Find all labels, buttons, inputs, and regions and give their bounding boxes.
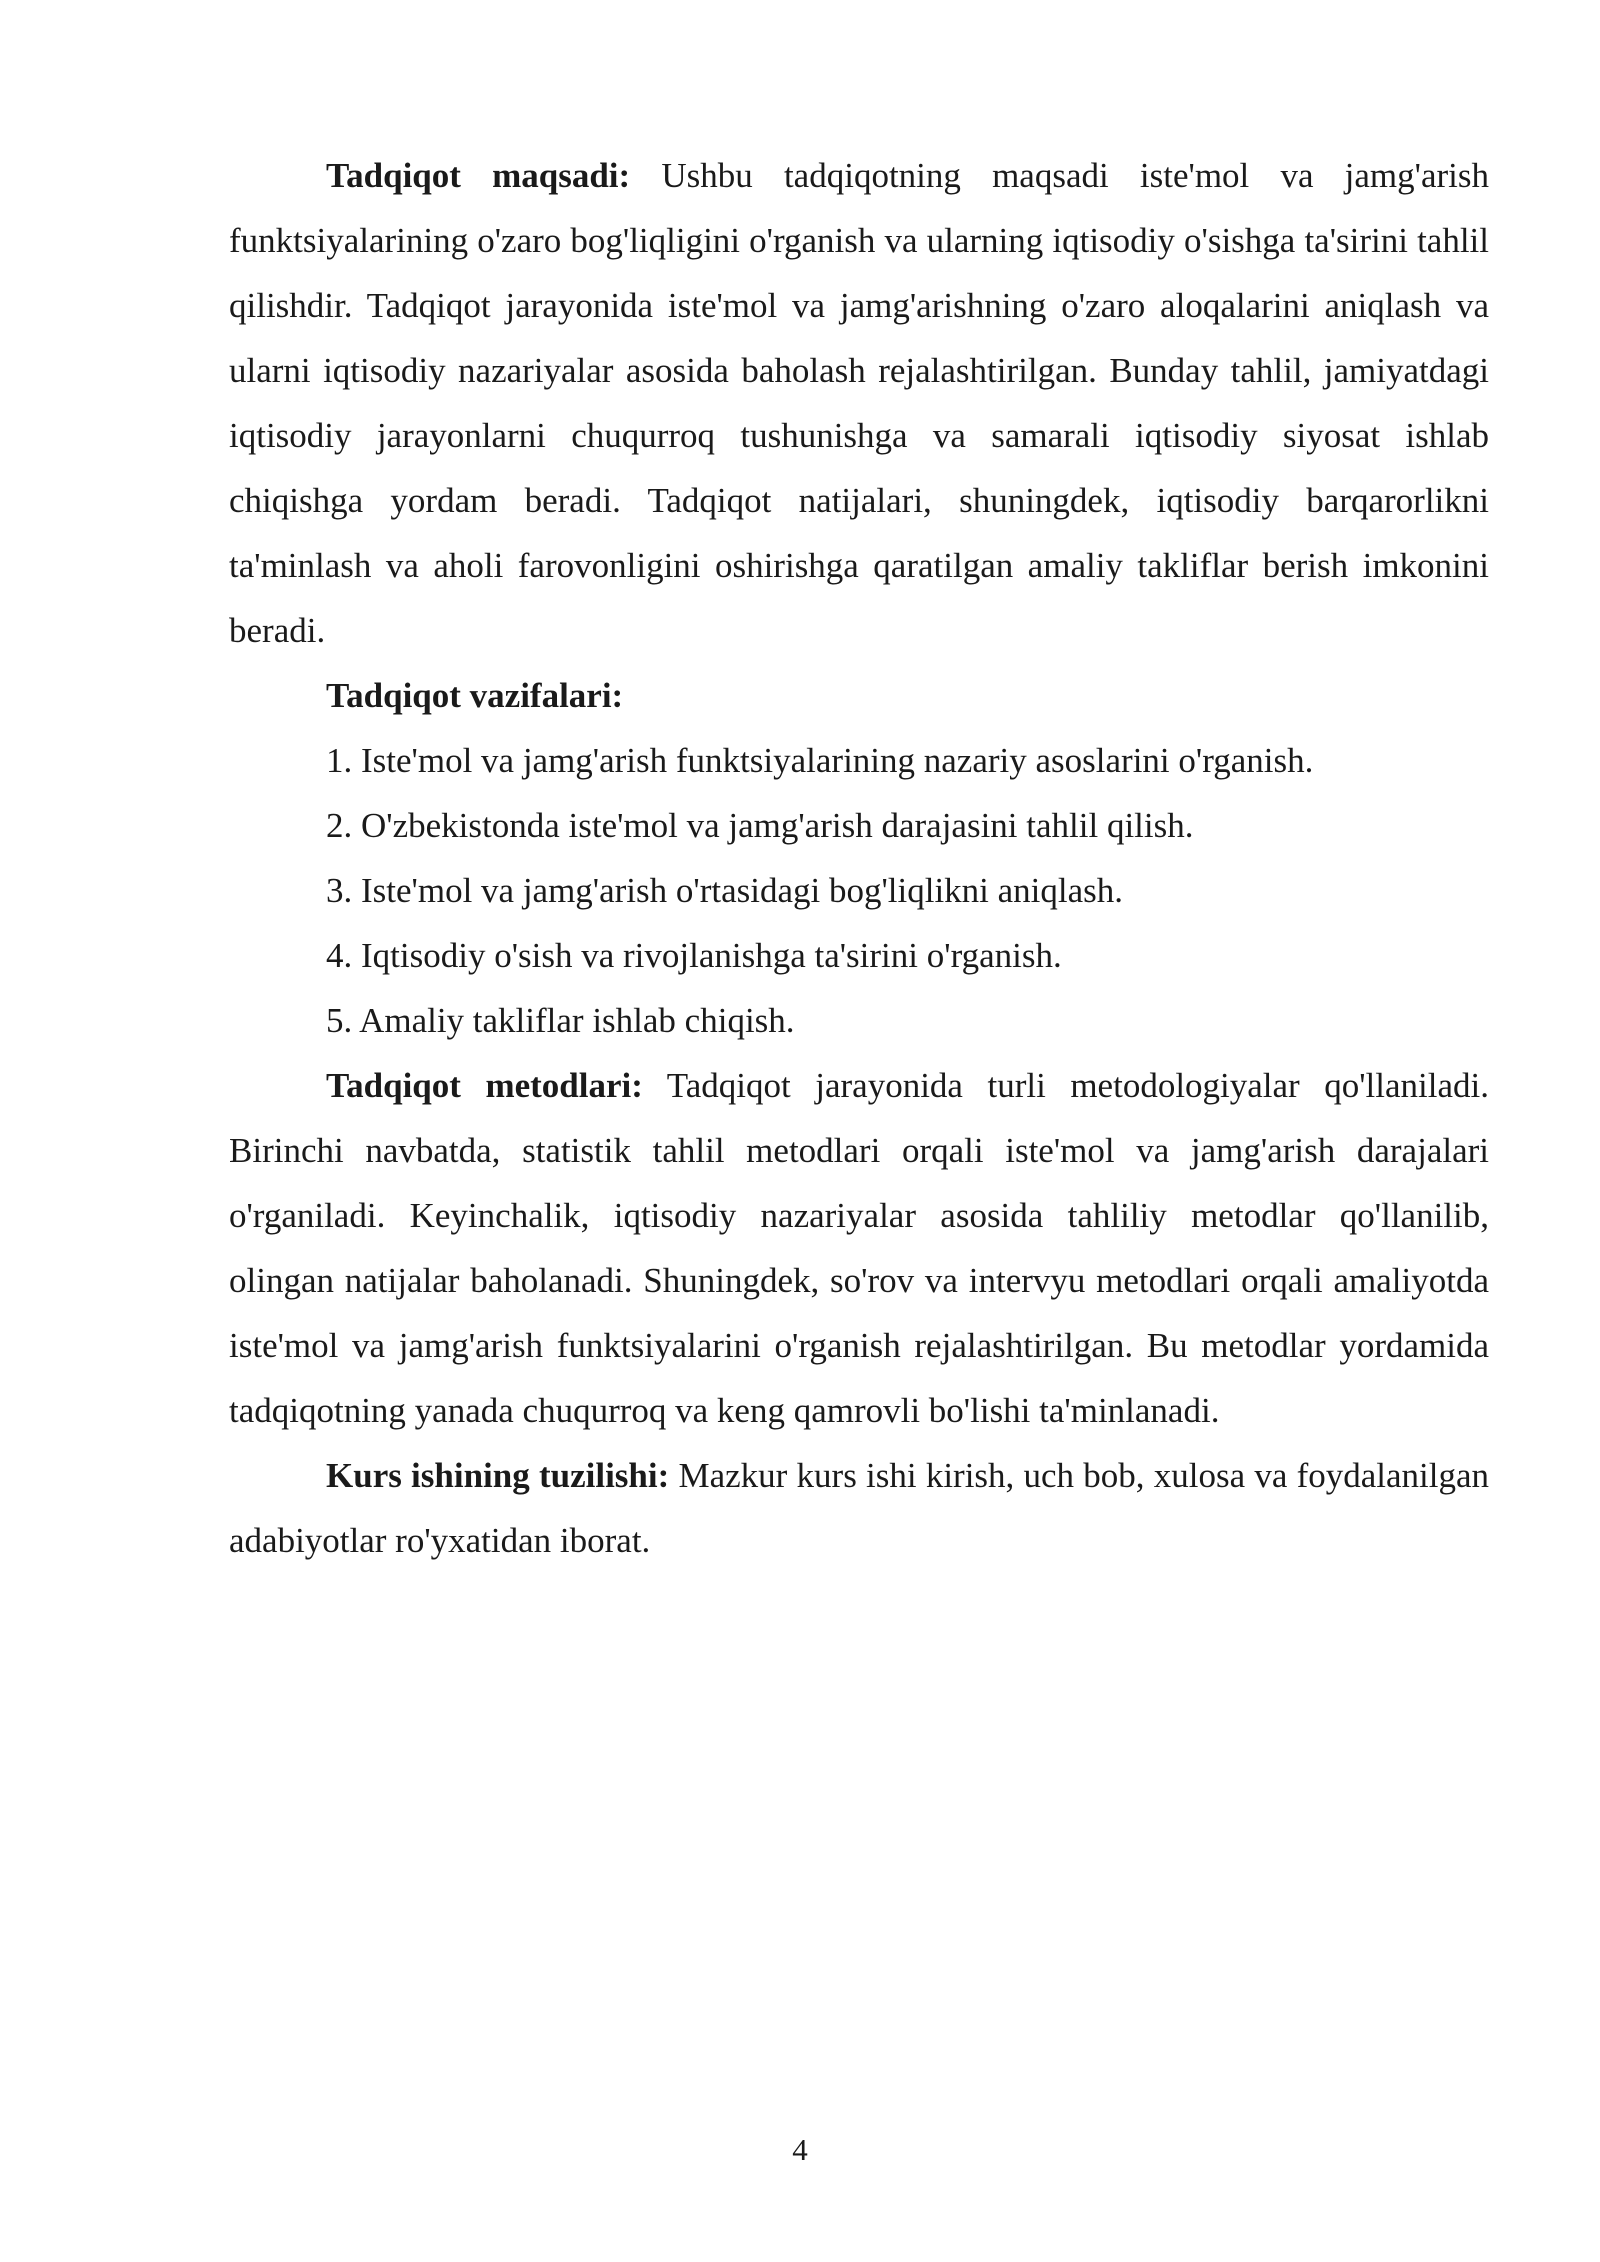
course-structure-label: Kurs ishining tuzilishi: — [326, 1456, 670, 1495]
task-item: 5. Amaliy takliflar ishlab chiqish. — [326, 1001, 795, 1040]
research-tasks-heading: Tadqiqot vazifalari: — [326, 676, 624, 715]
research-methods-text: Tadqiqot jarayonida turli metodologiyalar qo'llaniladi. Birinchi navbatda, statistik tahlil metodlari orqali iste'mol va jamg'arish darajalari o'rganiladi. Keyinchalik, iqtisodiy nazariyalar asosida tahliliy metodlar qo'llanilib, olingan natijalar baholanadi. Shuningdek, so'rov va intervyu metodlari orqali amaliyotda iste'mol va jamg'arish funktsiyalarini o'rganish rejalashtirilgan. Bu metodlar yordamida tadqiqotning yanada chuqurroq va keng qamrovli bo'lishi ta'minlanadi. — [229, 1066, 1489, 1430]
page-body — [229, 143, 1489, 1573]
task-item: 4. Iqtisodiy o'sish va rivojlanishga ta'sirini o'rganish. — [326, 936, 1062, 975]
research-methods-paragraph — [229, 1053, 1489, 1443]
task-item: 1. Iste'mol va jamg'arish funktsiyalarining nazariy asoslarini o'rganish. — [326, 741, 1314, 780]
page-number: 4 — [792, 2132, 808, 2167]
research-methods-label: Tadqiqot metodlari: — [326, 1066, 643, 1105]
research-goal-text: Ushbu tadqiqotning maqsadi iste'mol va jamg'arish funktsiyalarining o'zaro bog'liqligini o'rganish va ularning iqtisodiy o'sishga ta'sirini tahlil qilishdir. Tadqiqot jarayonida iste'mol va jamg'arishning o'zaro aloqalarini aniqlash va ularni iqtisodiy nazariyalar asosida baholash rejalashtirilgan. Bunday tahlil, jamiyatdagi iqtisodiy jarayonlarni chuqurroq tushunishga va samarali iqtisodiy siyosat ishlab chiqishga yordam beradi. Tadqiqot natijalari, shuningdek, iqtisodiy barqarorlikni ta'minlash va aholi farovonligini oshirishga qaratilgan amaliy takliflar berish imkonini beradi. — [229, 156, 1489, 650]
course-structure-paragraph — [229, 1443, 1489, 1573]
task-item: 2. O'zbekistonda iste'mol va jamg'arish darajasini tahlil qilish. — [326, 806, 1194, 845]
research-goal-label: Tadqiqot maqsadi: — [326, 156, 631, 195]
task-item: 3. Iste'mol va jamg'arish o'rtasidagi bog'liqlikni aniqlash. — [326, 871, 1124, 910]
course-structure-text: Mazkur kurs ishi kirish, uch bob, xulosa va foydalanilgan adabiyotlar ro'yxatidan iborat. — [229, 1456, 1490, 1560]
research-goal-paragraph — [229, 143, 1489, 663]
